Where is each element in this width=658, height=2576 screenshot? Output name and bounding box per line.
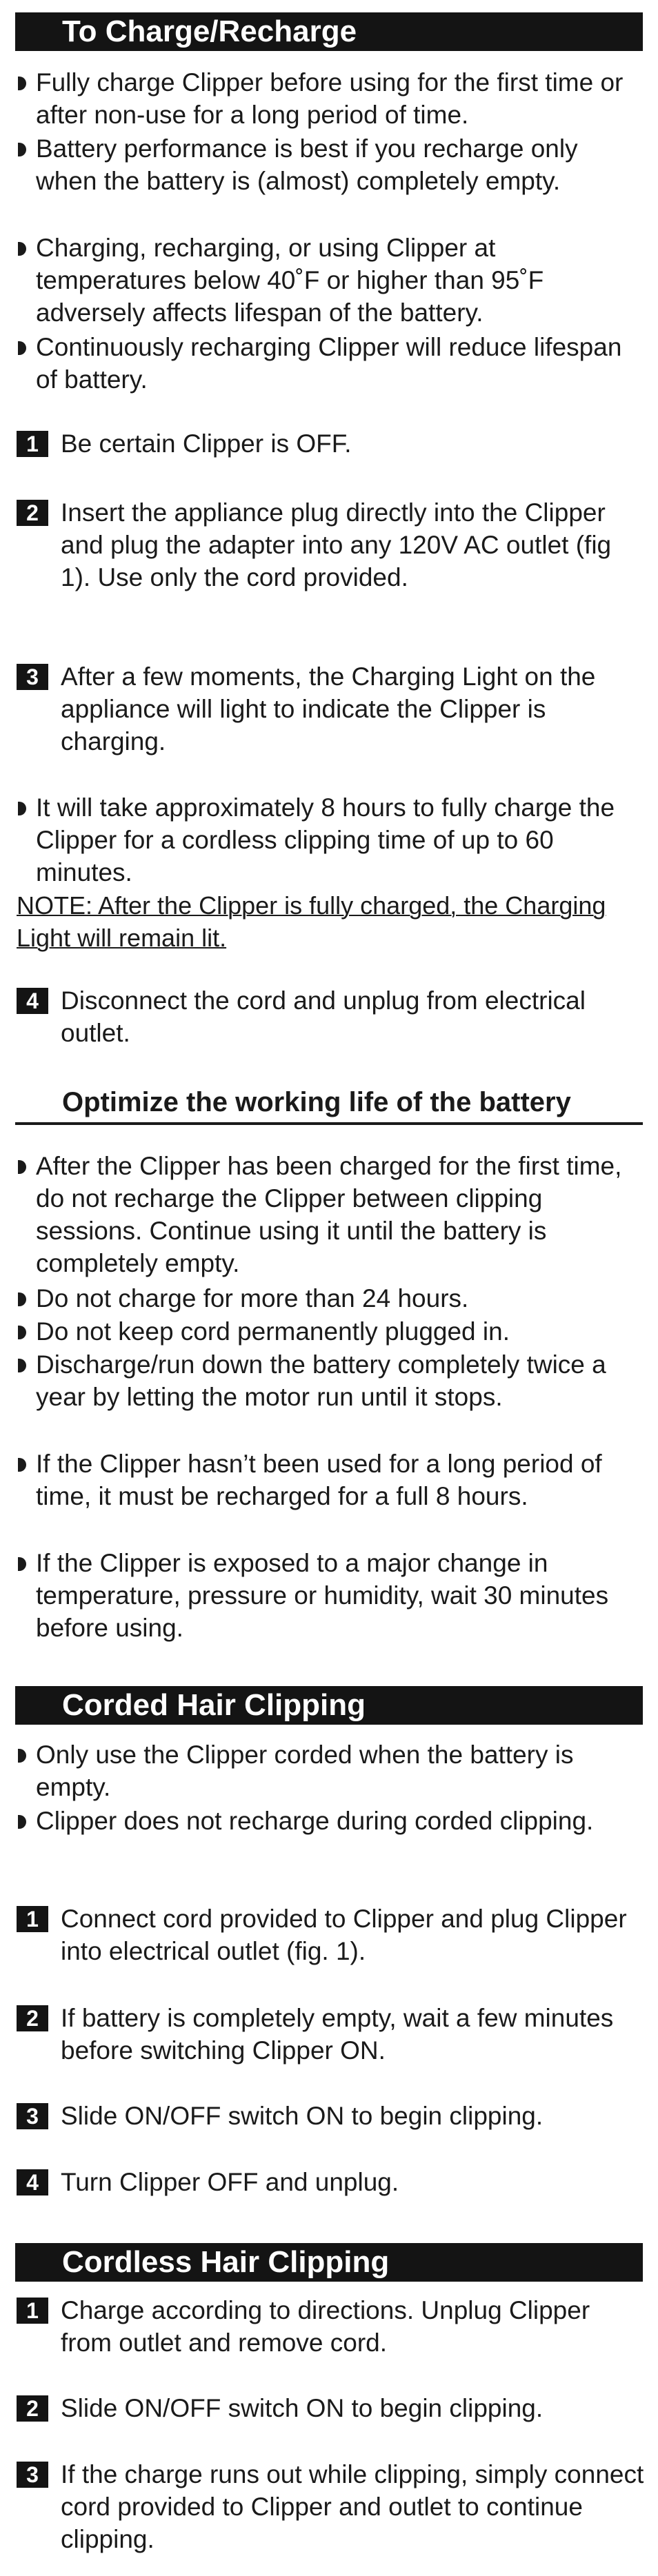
step-text: Disconnect the cord and unplug from electrical outlet. [61, 986, 586, 1047]
step-number-badge: 2 [17, 500, 48, 526]
list-item [17, 791, 644, 889]
list-item [17, 1150, 644, 1279]
step-text: Connect cord provided to Clipper and plug Clipper into electrical outlet (fig. 1). [61, 1905, 627, 1965]
bullet-icon [18, 242, 26, 256]
bullet-icon [18, 1326, 26, 1339]
bullet-text: It will take approximately 8 hours to fully charge the Clipper for a cordless clipping time of up to 60 minutes. [36, 793, 615, 886]
bullet-text: If the Clipper is exposed to a major change in temperature, pressure or humidity, wait 30 minutes before using. [36, 1549, 609, 1642]
step-text: After a few moments, the Charging Light on the appliance will light to indicate the Clipper is charging. [61, 662, 596, 755]
step-number-badge: 3 [17, 2462, 48, 2488]
bullet-text: Do not keep cord permanently plugged in. [36, 1317, 510, 1346]
step-text: Charge according to directions. Unplug Clipper from outlet and remove cord. [61, 2296, 590, 2357]
bullet-text: Only use the Clipper corded when the battery is empty. [36, 1741, 574, 1801]
step-item [17, 2002, 644, 2067]
list-item [17, 1805, 644, 1837]
step-item [17, 427, 644, 460]
bullet-icon [18, 1815, 26, 1829]
bullet-icon [18, 1749, 26, 1763]
step-number-badge: 4 [17, 2169, 48, 2195]
step-number-badge: 1 [17, 1906, 48, 1932]
list-item [17, 1448, 644, 1512]
step-number-badge: 1 [17, 431, 48, 457]
section-header-cordless: Cordless Hair Clipping [15, 2243, 643, 2282]
bullet-text: Continuously recharging Clipper will reduce lifespan of battery. [36, 333, 622, 394]
step-item [17, 2166, 644, 2198]
step-text: Insert the appliance plug directly into the Clipper and plug the adapter into any 120V AC outlet (fig 1). Use only the cord provided. [61, 498, 612, 591]
bullet-text: Clipper does not recharge during corded clipping. [36, 1807, 594, 1835]
bullet-icon [18, 1292, 26, 1306]
step-text: If battery is completely empty, wait a few minutes before switching Clipper ON. [61, 2004, 614, 2065]
step-item [17, 2294, 644, 2359]
bullet-text: If the Clipper hasn’t been used for a long period of time, it must be recharged for a full 8 hours. [36, 1450, 602, 1510]
section-header-corded: Corded Hair Clipping [15, 1686, 643, 1725]
step-item [17, 1903, 644, 1967]
list-item [17, 132, 644, 197]
bullet-text: Do not charge for more than 24 hours. [36, 1284, 469, 1312]
step-text: Slide ON/OFF switch ON to begin clipping. [61, 2394, 544, 2422]
list-item [17, 1738, 644, 1803]
step-number-badge: 3 [17, 2103, 48, 2129]
list-item [17, 1547, 644, 1644]
list-item [17, 1315, 644, 1348]
bullet-text: After the Clipper has been charged for the first time, do not recharge the Clipper between clipping sessions. Continue using it until the battery is completely empty. [36, 1152, 622, 1277]
step-item [17, 2458, 644, 2555]
step-number-badge: 2 [17, 2395, 48, 2422]
bullet-text: Discharge/run down the battery completely twice a year by letting the motor run until it stops. [36, 1350, 606, 1411]
step-item [17, 496, 644, 594]
step-number-badge: 1 [17, 2298, 48, 2324]
step-text: Be certain Clipper is OFF. [61, 429, 352, 458]
list-item [17, 232, 644, 329]
bullet-text: Battery performance is best if you recharge only when the battery is (almost) completely empty. [36, 134, 578, 195]
list-item [17, 1348, 644, 1413]
step-text: Turn Clipper OFF and unplug. [61, 2168, 399, 2196]
list-item [17, 1282, 644, 1315]
step-text: Slide ON/OFF switch ON to begin clipping. [61, 2102, 544, 2130]
bullet-text: Fully charge Clipper before using for the first time or after non-use for a long period of time. [36, 68, 624, 129]
bullet-icon [18, 1160, 26, 1174]
list-item [17, 331, 644, 396]
step-number-badge: 3 [17, 664, 48, 690]
step-number-badge: 2 [17, 2005, 48, 2031]
bullet-icon [18, 802, 26, 815]
bullet-icon [18, 1458, 26, 1472]
step-item [17, 2392, 644, 2424]
step-number-badge: 4 [17, 988, 48, 1014]
step-text: If the charge runs out while clipping, simply connect cord provided to Clipper and outlet to continue clipping. [61, 2460, 644, 2553]
list-item [17, 66, 644, 131]
step-item [17, 660, 644, 758]
bullet-icon [18, 341, 26, 355]
bullet-icon [18, 77, 26, 90]
step-item [17, 2100, 644, 2132]
bullet-text: Charging, recharging, or using Clipper at temperatures below 40˚F or higher than 95˚F adversely affects lifespan of the battery. [36, 234, 544, 327]
bullet-icon [18, 1359, 26, 1372]
bullet-icon [18, 143, 26, 156]
bullet-icon [18, 1557, 26, 1571]
section-header-optimize: Optimize the working life of the battery [15, 1082, 643, 1125]
section-header-charge: To Charge/Recharge [15, 12, 643, 51]
note-text: NOTE: After the Clipper is fully charged, the Charging Light will remain lit. [17, 891, 606, 952]
step-item [17, 984, 644, 1049]
